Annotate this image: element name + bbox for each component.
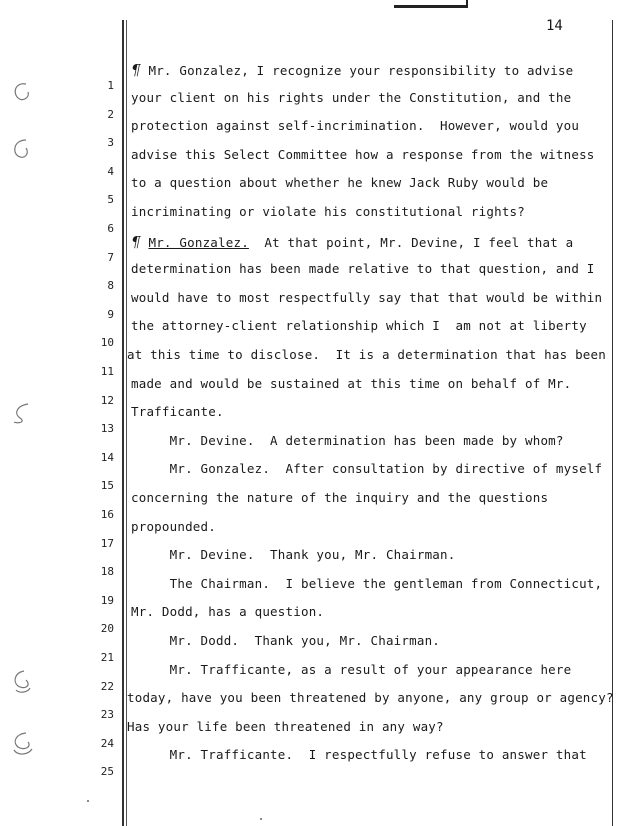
line-number: 16	[100, 508, 114, 521]
line-text: would have to most respectfully say that that would be within	[131, 289, 603, 305]
line-text: Has your life been threatened in any way?	[127, 718, 444, 734]
transcript-line	[131, 118, 605, 133]
margin-scribble-icon	[8, 730, 36, 756]
line-text: incriminating or violate his constitutional rights?	[131, 204, 526, 219]
line-text: Trafficante.	[131, 404, 224, 420]
transcript-line	[131, 576, 605, 591]
transcript-line	[131, 61, 605, 79]
speaker-name: Mr. Gonzalez.	[148, 234, 249, 250]
paragraph-mark: ¶	[131, 232, 141, 251]
line-text: determination has been made relative to that question, and I	[131, 261, 595, 277]
transcript-line	[131, 290, 605, 305]
line-text: protection against self-incrimination. However, would you	[131, 118, 580, 134]
line-text: propounded.	[131, 518, 216, 534]
transcript-line	[131, 404, 605, 419]
speck	[260, 818, 262, 820]
transcript-line	[131, 490, 605, 505]
page-number: 14	[546, 18, 563, 34]
line-number: 2	[107, 107, 114, 121]
line-text: at this time to disclose. It is a determination that has been	[127, 347, 606, 362]
line-number: 1	[107, 79, 114, 92]
line-number: 8	[107, 279, 114, 293]
line-text: Mr. Trafficante. I respectfully refuse to answer that	[131, 747, 587, 763]
line-number: 14	[100, 450, 114, 464]
line-text: to a question about whether he knew Jack Ruby would be	[131, 175, 549, 191]
line-number: 13	[100, 422, 114, 436]
transcript-line	[131, 604, 605, 619]
transcript-line	[131, 261, 605, 276]
line-number: 9	[107, 307, 114, 321]
line-text: Mr. Dodd, has a question.	[131, 604, 325, 620]
transcript-line	[131, 318, 605, 333]
paragraph-mark: ¶	[131, 61, 141, 79]
transcript-line	[131, 433, 605, 448]
transcript-line	[131, 747, 605, 762]
transcript-line	[131, 633, 605, 648]
line-text: the attorney-client relationship which I am not at liberty	[131, 318, 587, 334]
line-text: At that point, Mr. Devine, I feel that a	[248, 234, 574, 250]
top-edge-mark	[394, 0, 468, 8]
transcript-line	[131, 461, 605, 476]
transcript-line	[131, 519, 605, 534]
line-text: Mr. Devine. Thank you, Mr. Chairman.	[131, 547, 456, 563]
line-number: 4	[107, 164, 114, 178]
transcript-line	[127, 347, 611, 362]
transcript-line	[131, 547, 605, 562]
line-text: Mr. Gonzalez, I recognize your responsibility to advise	[148, 63, 574, 78]
line-text: advise this Select Committee how a response from the witness	[131, 146, 595, 162]
line-number: 15	[100, 479, 114, 493]
line-number: 25	[100, 765, 114, 779]
line-number: 24	[100, 736, 114, 750]
line-number: 3	[107, 136, 114, 150]
line-text: Mr. Dodd. Thank you, Mr. Chairman.	[131, 633, 441, 648]
line-text: Mr. Devine. A determination has been made by whom?	[131, 432, 564, 448]
transcript-line	[131, 147, 605, 162]
line-text: your client on his rights under the Constitution, and the	[131, 89, 572, 105]
margin-scribble-icon	[8, 78, 36, 104]
line-text: concerning the nature of the inquiry and the questions	[131, 490, 549, 505]
line-text: today, have you been threatened by anyone, any group or agency?	[127, 690, 614, 706]
transcript-line	[131, 662, 605, 677]
line-text: made and would be sustained at this time on behalf of Mr.	[131, 375, 572, 391]
transcript-line	[131, 376, 605, 391]
line-number: 7	[107, 250, 114, 264]
margin-scribble-icon	[8, 668, 36, 694]
line-number: 22	[100, 679, 114, 693]
line-number: 5	[107, 193, 114, 207]
speck	[87, 800, 89, 802]
transcript-line	[131, 90, 605, 105]
line-number: 10	[100, 336, 114, 350]
transcript-line	[127, 719, 611, 734]
line-number: 18	[100, 565, 114, 579]
line-number: 21	[100, 651, 114, 664]
margin-scribble-icon	[8, 136, 36, 162]
transcript-line	[131, 233, 605, 251]
line-number: 17	[100, 536, 114, 550]
transcript-line	[127, 690, 614, 706]
line-text: The Chairman. I believe the gentleman from Connecticut,	[131, 575, 603, 591]
line-number: 19	[100, 593, 114, 607]
line-text: Mr. Gonzalez. After consultation by directive of myself	[131, 461, 603, 477]
line-number: 11	[100, 365, 114, 378]
margin-scribble-icon	[8, 400, 36, 426]
line-number: 12	[100, 393, 114, 407]
line-number: 23	[100, 708, 114, 722]
transcript-line	[131, 204, 605, 219]
transcript-line	[131, 175, 605, 190]
line-number: 6	[107, 222, 114, 235]
line-text: Mr. Trafficante, as a result of your appearance here	[131, 661, 572, 677]
line-number: 20	[100, 622, 114, 636]
